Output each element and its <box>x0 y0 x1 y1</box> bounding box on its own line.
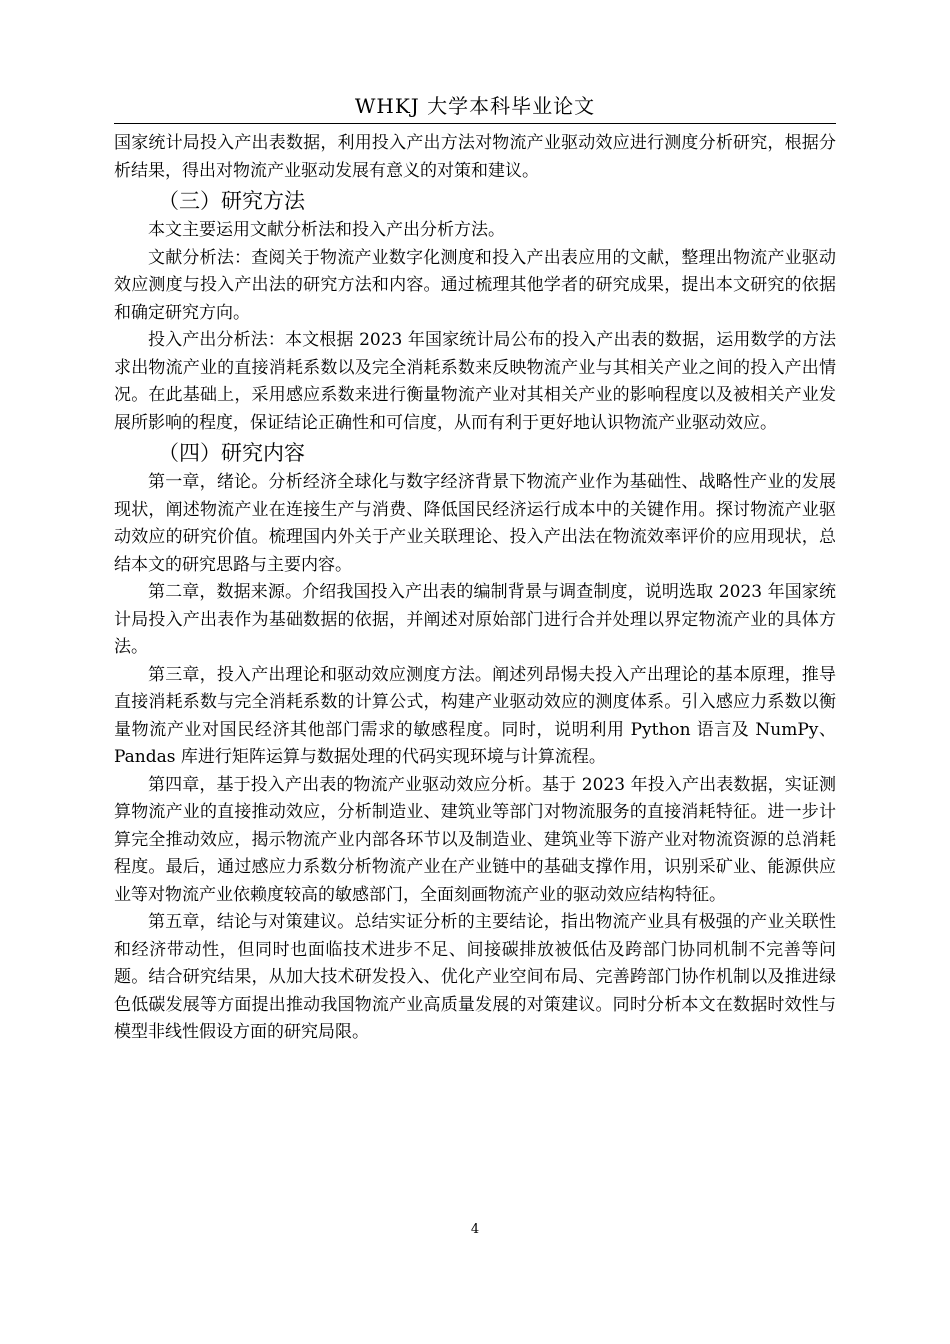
paragraph-chapter-4: 第四章，基于投入产出表的物流产业驱动效应分析。基于 2023 年投入产出表数据，实证测算物流产业的直接推动效应，分析制造业、建筑业等部门对物流服务的直接消耗特征。进一步计算完全推动效应，揭示物流产业内部各环节以及制造业、建筑业等下游产业对物流资源的总消耗程度。最后，通过感应力系数分析物流产业在产业链中的基础支撑作用，识别采矿业、能源供应业等对物流产业依赖度较高的敏感部门，全面刻画物流产业的驱动效应结构特征。 <box>114 774 836 905</box>
section-heading-research-content: （四）研究内容 <box>158 441 305 465</box>
page-number: 4 <box>470 1222 480 1237</box>
paragraph-chapter-2: 第二章，数据来源。介绍我国投入产出表的编制背景与调查制度，说明选取 2023 年国家统计局投入产出表作为基础数据的依据，并阐述对原始部门进行合并处理以界定物流产业的具体方法。 <box>114 582 836 657</box>
paragraph-literature-analysis: 文献分析法：查阅关于物流产业数字化测度和投入产出表应用的文献，整理出物流产业驱动效应测度与投入产出法的研究方法和内容。通过梳理其他学者的研究成果，提出本文研究的依据和确定研究方向。 <box>114 247 836 323</box>
page-body <box>114 130 836 1047</box>
paragraph-input-output-analysis: 投入产出分析法：本文根据 2023 年国家统计局公布的投入产出表的数据，运用数学的方法求出物流产业的直接消耗系数以及完全消耗系数来反映物流产业与其相关产业之间的投入产出情况。在此基础上，采用感应系数来进行衡量物流产业对其相关产业的影响程度以及被相关产业发展所影响的程度，保证结论正确性和可信度，从而有利于更好地认识物流产业驱动效应。 <box>114 330 836 433</box>
paragraph-methods-intro: 本文主要运用文献分析法和投入产出分析方法。 <box>148 220 505 240</box>
paragraph-chapter-3: 第三章，投入产出理论和驱动效应测度方法。阐述列昂惕夫投入产出理论的基本原理，推导直接消耗系数与完全消耗系数的计算公式，构建产业驱动效应的测度体系。引入感应力系数以衡量物流产业对国民经济其他部门需求的敏感程度。同时，说明利用 Python 语言及 NumPy、Pandas 库进行矩阵运算与数据处理的代码实现环境与计算流程。 <box>114 664 836 767</box>
section-heading-research-methods: （三）研究方法 <box>158 189 305 213</box>
header-rule <box>114 123 836 124</box>
paragraph-chapter-5: 第五章，结论与对策建议。总结实证分析的主要结论，指出物流产业具有极强的产业关联性和经济带动性，但同时也面临技术进步不足、间接碳排放被低估及跨部门协同机制不完善等问题。结合研究结果，从加大技术研发投入、优化产业空间布局、完善跨部门协作机制以及推进绿色低碳发展等方面提出推动我国物流产业高质量发展的对策建议。同时分析本文在数据时效性与模型非线性假设方面的研究局限。 <box>114 912 836 1042</box>
running-header: WHKJ 大学本科毕业论文 <box>354 94 596 118</box>
paragraph-continued: 国家统计局投入产出表数据，利用投入产出方法对物流产业驱动效应进行测度分析研究，根据分析结果，得出对物流产业驱动发展有意义的对策和建议。 <box>114 133 836 181</box>
paragraph-chapter-1: 第一章，绪论。分析经济全球化与数字经济背景下物流产业作为基础性、战略性产业的发展现状，阐述物流产业在连接生产与消费、降低国民经济运行成本中的关键作用。探讨物流产业驱动效应的研究价值。梳理国内外关于产业关联理论、投入产出法在物流效率评价的应用现状，总结本文的研究思路与主要内容。 <box>114 472 836 575</box>
